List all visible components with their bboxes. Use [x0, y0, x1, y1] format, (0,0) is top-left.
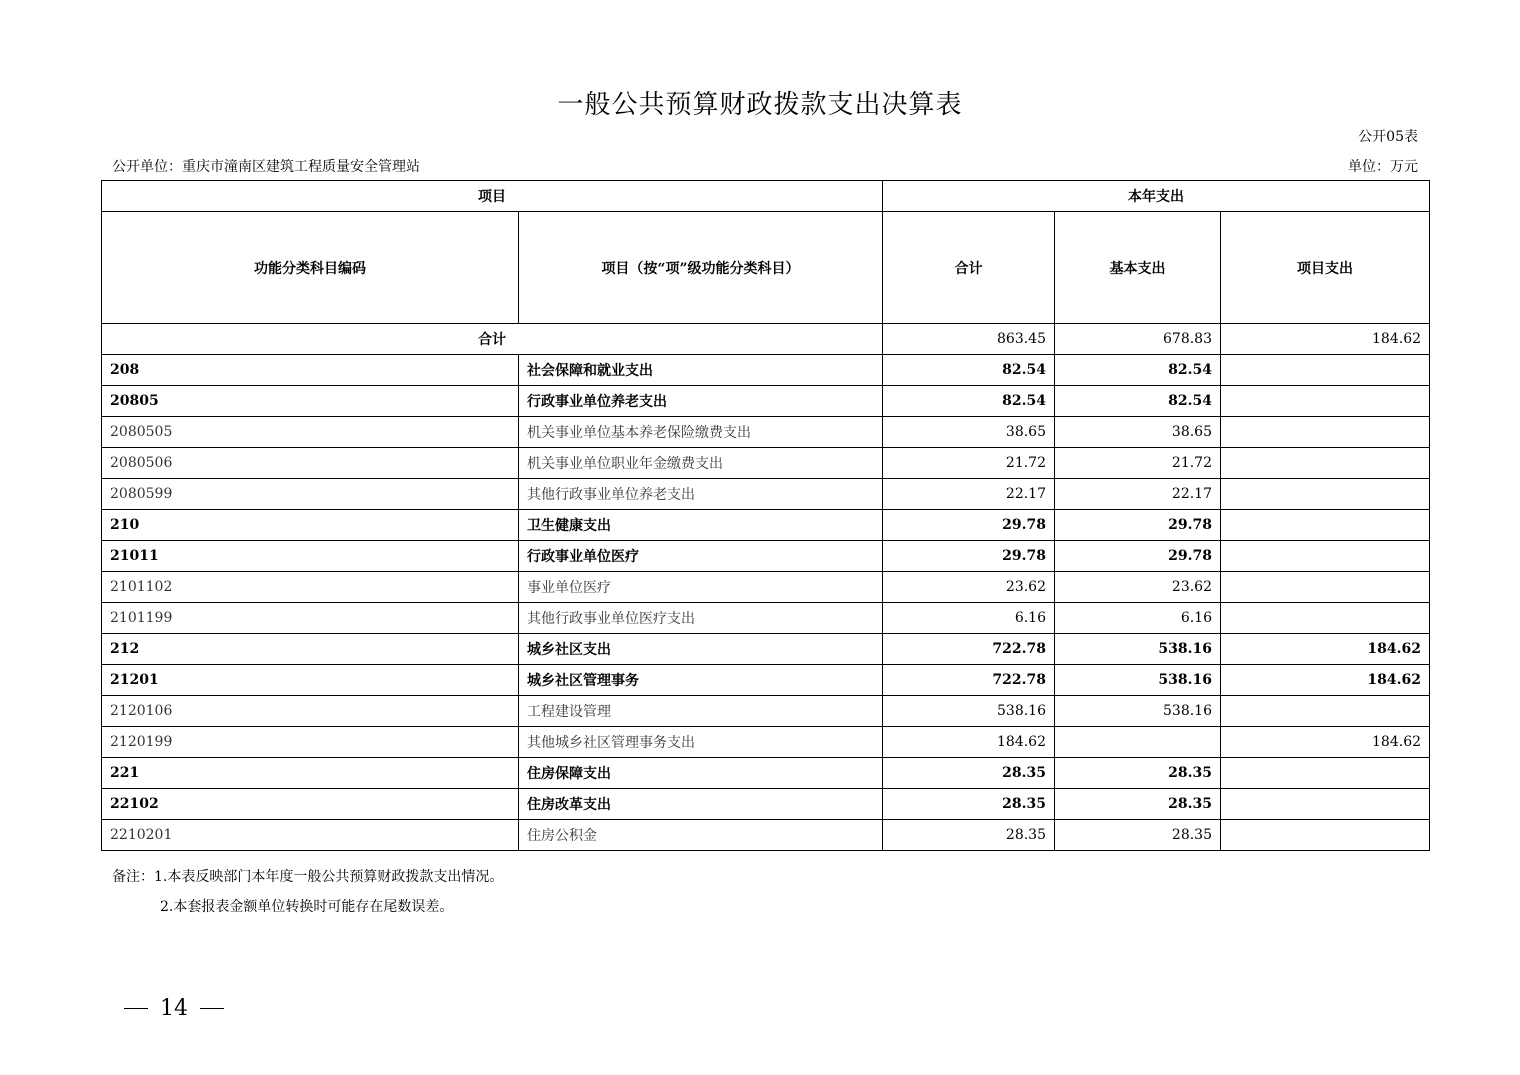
basic-cell: 29.78 — [1055, 510, 1221, 541]
code-cell: 2080506 — [102, 448, 519, 479]
project-cell — [1221, 417, 1430, 448]
project-cell — [1221, 479, 1430, 510]
name-cell: 事业单位医疗 — [519, 572, 883, 603]
expenditure-table — [101, 180, 1430, 851]
document-title: 一般公共预算财政拨款支出决算表 — [557, 90, 963, 120]
name-cell: 机关事业单位职业年金缴费支出 — [519, 448, 883, 479]
code-cell: 212 — [102, 634, 519, 665]
code-cell: 22102 — [102, 789, 519, 820]
header-row-2 — [102, 212, 1430, 324]
code-cell: 208 — [102, 355, 519, 386]
table-row — [102, 603, 1430, 634]
total-label: 合计 — [102, 324, 883, 355]
code-cell: 2080599 — [102, 479, 519, 510]
basic-cell: 28.35 — [1055, 820, 1221, 851]
reporting-unit: 公开单位：重庆市潼南区建筑工程质量安全管理站 — [112, 159, 420, 175]
project-cell — [1221, 789, 1430, 820]
basic-cell: 28.35 — [1055, 758, 1221, 789]
total-row — [102, 324, 1430, 355]
code-cell: 210 — [102, 510, 519, 541]
basic-cell: 21.72 — [1055, 448, 1221, 479]
name-cell: 住房保障支出 — [519, 758, 883, 789]
project-cell — [1221, 386, 1430, 417]
total-cell: 38.65 — [883, 417, 1055, 448]
total-sum: 863.45 — [883, 324, 1055, 355]
project-cell — [1221, 820, 1430, 851]
code-cell: 2210201 — [102, 820, 519, 851]
basic-cell — [1055, 727, 1221, 758]
project-cell — [1221, 758, 1430, 789]
header-total: 合计 — [883, 212, 1055, 324]
table-row — [102, 665, 1430, 696]
code-cell: 2120106 — [102, 696, 519, 727]
table-row — [102, 541, 1430, 572]
header-basic: 基本支出 — [1055, 212, 1221, 324]
total-cell: 23.62 — [883, 572, 1055, 603]
table-row — [102, 820, 1430, 851]
total-cell: 29.78 — [883, 541, 1055, 572]
basic-cell: 538.16 — [1055, 634, 1221, 665]
table-row — [102, 355, 1430, 386]
code-cell: 21201 — [102, 665, 519, 696]
total-cell: 184.62 — [883, 727, 1055, 758]
name-cell: 机关事业单位基本养老保险缴费支出 — [519, 417, 883, 448]
name-cell: 行政事业单位养老支出 — [519, 386, 883, 417]
total-cell: 29.78 — [883, 510, 1055, 541]
name-cell: 城乡社区支出 — [519, 634, 883, 665]
basic-cell: 6.16 — [1055, 603, 1221, 634]
total-cell: 722.78 — [883, 634, 1055, 665]
name-cell: 其他行政事业单位养老支出 — [519, 479, 883, 510]
code-cell: 20805 — [102, 386, 519, 417]
table-row — [102, 727, 1430, 758]
name-cell: 工程建设管理 — [519, 696, 883, 727]
total-cell: 21.72 — [883, 448, 1055, 479]
project-cell — [1221, 448, 1430, 479]
name-cell: 住房公积金 — [519, 820, 883, 851]
currency-unit: 单位：万元 — [1348, 159, 1418, 175]
name-cell: 社会保障和就业支出 — [519, 355, 883, 386]
project-cell: 184.62 — [1221, 634, 1430, 665]
total-cell: 722.78 — [883, 665, 1055, 696]
name-cell: 卫生健康支出 — [519, 510, 883, 541]
basic-cell: 82.54 — [1055, 386, 1221, 417]
name-cell: 住房改革支出 — [519, 789, 883, 820]
note-line-1: 备注：1.本表反映部门本年度一般公共预算财政拨款支出情况。 — [112, 869, 504, 885]
header-row-1 — [102, 181, 1430, 212]
header-code: 功能分类科目编码 — [102, 212, 519, 324]
total-cell: 6.16 — [883, 603, 1055, 634]
table-row — [102, 417, 1430, 448]
name-cell: 城乡社区管理事务 — [519, 665, 883, 696]
basic-cell: 538.16 — [1055, 665, 1221, 696]
page-number-value: 14 — [160, 996, 188, 1021]
code-cell: 2101199 — [102, 603, 519, 634]
project-cell: 184.62 — [1221, 727, 1430, 758]
total-project: 184.62 — [1221, 324, 1430, 355]
dash-right — [200, 1008, 224, 1009]
table-row — [102, 448, 1430, 479]
basic-cell: 22.17 — [1055, 479, 1221, 510]
total-cell: 28.35 — [883, 758, 1055, 789]
basic-cell: 82.54 — [1055, 355, 1221, 386]
page-number — [124, 996, 224, 1021]
table-row — [102, 479, 1430, 510]
project-cell: 184.62 — [1221, 665, 1430, 696]
header-project: 项目 — [102, 181, 883, 212]
basic-cell: 38.65 — [1055, 417, 1221, 448]
project-cell — [1221, 696, 1430, 727]
total-cell: 28.35 — [883, 789, 1055, 820]
table-row — [102, 634, 1430, 665]
name-cell: 行政事业单位医疗 — [519, 541, 883, 572]
code-cell: 2120199 — [102, 727, 519, 758]
name-cell: 其他行政事业单位医疗支出 — [519, 603, 883, 634]
code-cell: 221 — [102, 758, 519, 789]
table-row — [102, 696, 1430, 727]
total-cell: 82.54 — [883, 355, 1055, 386]
total-cell: 22.17 — [883, 479, 1055, 510]
project-cell — [1221, 510, 1430, 541]
header-name: 项目（按“项”级功能分类科目） — [519, 212, 883, 324]
code-cell: 21011 — [102, 541, 519, 572]
project-cell — [1221, 355, 1430, 386]
notes — [112, 862, 503, 922]
header-project-expense: 项目支出 — [1221, 212, 1430, 324]
project-cell — [1221, 572, 1430, 603]
table-row — [102, 386, 1430, 417]
code-cell: 2101102 — [102, 572, 519, 603]
table-row — [102, 510, 1430, 541]
total-basic: 678.83 — [1055, 324, 1221, 355]
code-cell: 2080505 — [102, 417, 519, 448]
basic-cell: 23.62 — [1055, 572, 1221, 603]
basic-cell: 29.78 — [1055, 541, 1221, 572]
total-cell: 538.16 — [883, 696, 1055, 727]
table-row — [102, 758, 1430, 789]
total-cell: 28.35 — [883, 820, 1055, 851]
basic-cell: 538.16 — [1055, 696, 1221, 727]
project-cell — [1221, 541, 1430, 572]
table-row — [102, 572, 1430, 603]
table-row — [102, 789, 1430, 820]
basic-cell: 28.35 — [1055, 789, 1221, 820]
form-number: 公开05表 — [1358, 129, 1418, 145]
name-cell: 其他城乡社区管理事务支出 — [519, 727, 883, 758]
note-line-2: 2.本套报表金额单位转换时可能存在尾数误差。 — [160, 899, 454, 915]
dash-left — [124, 1008, 148, 1009]
project-cell — [1221, 603, 1430, 634]
total-cell: 82.54 — [883, 386, 1055, 417]
header-current-year: 本年支出 — [883, 181, 1430, 212]
